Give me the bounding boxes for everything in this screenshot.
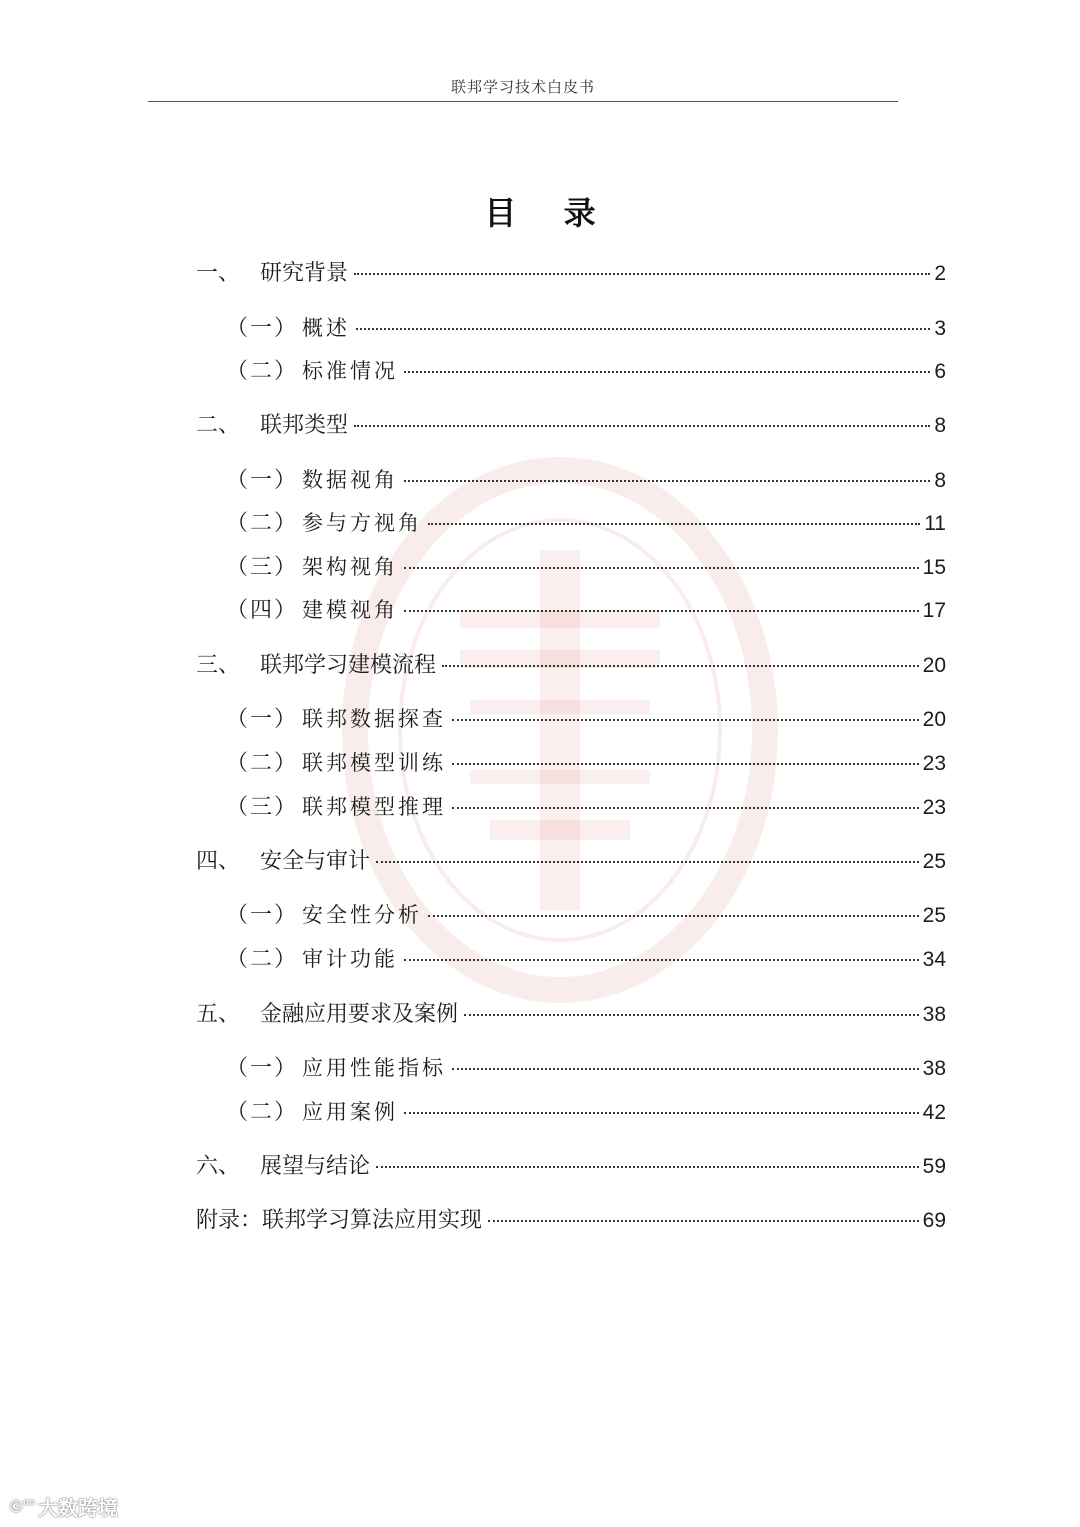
toc-page-number: 25: [922, 904, 946, 927]
toc-dot-leader: [404, 567, 919, 569]
page-header-title: 联邦学习技术白皮书: [450, 78, 595, 96]
toc-page-number: 15: [922, 556, 946, 579]
toc-entry-label: 架构视角: [302, 555, 398, 579]
toc-page-number: 3: [934, 317, 946, 340]
toc-dot-leader: [376, 861, 919, 863]
toc-page-number: 20: [922, 654, 946, 677]
toc-entry-number: （二）: [226, 751, 299, 776]
toc-subsection-entry[interactable]: [226, 1051, 946, 1081]
toc-entry-number: （三）: [226, 555, 299, 580]
toc-subsection-entry[interactable]: [226, 790, 946, 820]
toc-entry-label: 联邦类型: [260, 413, 349, 438]
toc-dot-leader: [404, 610, 919, 612]
toc-entry-number: （二）: [226, 511, 299, 536]
toc-entry-label: 参与方视角: [302, 511, 422, 535]
toc-entry-number: （一）: [226, 1056, 299, 1081]
toc-dot-leader: [452, 807, 919, 809]
toc-dot-leader: [404, 480, 930, 482]
toc-entry-number: （一）: [226, 468, 299, 493]
toc-entry-number: （四）: [226, 598, 299, 623]
toc-page-number: 38: [922, 1003, 946, 1026]
toc-page-number: 69: [922, 1209, 946, 1232]
toc-dot-leader: [464, 1014, 919, 1016]
toc-dot-leader: [488, 1220, 919, 1222]
toc-entry-number: 六、: [196, 1154, 241, 1179]
toc-entry-number: （一）: [226, 707, 299, 732]
toc-section-entry[interactable]: [196, 256, 946, 286]
corner-logo-text: 大数跨境: [38, 1496, 118, 1520]
toc-page-number: 59: [922, 1155, 946, 1178]
toc-title: 目 录: [484, 194, 614, 232]
toc-entry-appendix[interactable]: [196, 1203, 946, 1233]
toc-dot-leader: [354, 425, 930, 427]
toc-entry-label: 展望与结论: [260, 1154, 371, 1179]
toc-entry-number: 五、: [196, 1002, 241, 1027]
toc-entry-label: 应用案例: [302, 1100, 398, 1124]
toc-entry-number: 三、: [196, 653, 241, 678]
toc-subsection-entry[interactable]: [226, 702, 946, 732]
toc-subsection-entry[interactable]: [226, 550, 946, 580]
toc-section-entry[interactable]: [196, 648, 946, 678]
toc-dot-leader: [376, 1166, 919, 1168]
toc-subsection-entry[interactable]: [226, 506, 946, 536]
toc-page-number: 20: [922, 708, 946, 731]
toc-page-number: 2: [934, 262, 946, 285]
toc-entry-label: 金融应用要求及案例: [260, 1002, 459, 1027]
weibo-like-logo-icon: ©°°: [8, 1497, 34, 1516]
toc-subsection-entry[interactable]: [226, 311, 946, 341]
toc-entry-label: 研究背景: [260, 261, 349, 286]
toc-dot-leader: [452, 763, 919, 765]
toc-entry-label: 附录：联邦学习算法应用实现: [196, 1208, 483, 1233]
toc-dot-leader: [404, 959, 919, 961]
toc-subsection-entry[interactable]: [226, 746, 946, 776]
toc-subsection-entry[interactable]: [226, 593, 946, 623]
toc-page-number: 23: [922, 752, 946, 775]
toc-entry-label: 概述: [302, 316, 350, 340]
toc-page-number: 23: [922, 796, 946, 819]
toc-dot-leader: [404, 1112, 919, 1114]
toc-dot-leader: [452, 719, 919, 721]
toc-subsection-entry[interactable]: [226, 354, 946, 384]
toc-dot-leader: [428, 523, 920, 525]
toc-dot-leader: [442, 665, 919, 667]
toc-entry-label: 审计功能: [302, 947, 398, 971]
toc-section-entry[interactable]: [196, 408, 946, 438]
toc-entry-label: 建模视角: [302, 598, 398, 622]
header-divider: [148, 101, 898, 102]
toc-entry-label: 联邦学习建模流程: [260, 653, 437, 678]
toc-subsection-entry[interactable]: [226, 463, 946, 493]
toc-page-number: 17: [922, 599, 946, 622]
toc-page-number: 42: [922, 1101, 946, 1124]
toc-dot-leader: [354, 273, 930, 275]
toc-entry-label: 标准情况: [302, 359, 398, 383]
toc-entry-number: （三）: [226, 795, 299, 820]
toc-entry-label: 联邦数据探查: [302, 707, 446, 731]
toc-entry-number: （一）: [226, 903, 299, 928]
toc-entry-number: 一、: [196, 261, 241, 286]
toc-subsection-entry[interactable]: [226, 898, 946, 928]
toc-entry-number: （二）: [226, 359, 299, 384]
toc-page-number: 11: [924, 512, 946, 535]
toc-entry-number: 四、: [196, 849, 241, 874]
toc-entry-number: （二）: [226, 1100, 299, 1125]
toc-entry-label: 联邦模型推理: [302, 795, 446, 819]
toc-section-entry[interactable]: [196, 1149, 946, 1179]
toc-page-number: 8: [934, 414, 946, 437]
toc-entry-label: 联邦模型训练: [302, 751, 446, 775]
toc-page-number: 8: [934, 469, 946, 492]
toc-section-entry[interactable]: [196, 844, 946, 874]
toc-dot-leader: [452, 1068, 919, 1070]
toc-page-number: 6: [934, 360, 946, 383]
toc-entry-number: （二）: [226, 947, 299, 972]
toc-entry-label: 数据视角: [302, 468, 398, 492]
toc-entry-label: 应用性能指标: [302, 1056, 446, 1080]
corner-watermark-logo: [8, 1492, 118, 1521]
toc-entry-number: （一）: [226, 316, 299, 341]
toc-page-number: 34: [922, 948, 946, 971]
toc-dot-leader: [428, 915, 919, 917]
toc-page-number: 38: [922, 1057, 946, 1080]
toc-dot-leader: [404, 371, 930, 373]
toc-entry-number: 二、: [196, 413, 241, 438]
toc-subsection-entry[interactable]: [226, 1095, 946, 1125]
toc-dot-leader: [356, 328, 930, 330]
toc-subsection-entry[interactable]: [226, 942, 946, 972]
toc-entry-label: 安全与审计: [260, 849, 371, 874]
toc-entry-label: 安全性分析: [302, 903, 422, 927]
toc-section-entry[interactable]: [196, 997, 946, 1027]
toc-page-number: 25: [922, 850, 946, 873]
